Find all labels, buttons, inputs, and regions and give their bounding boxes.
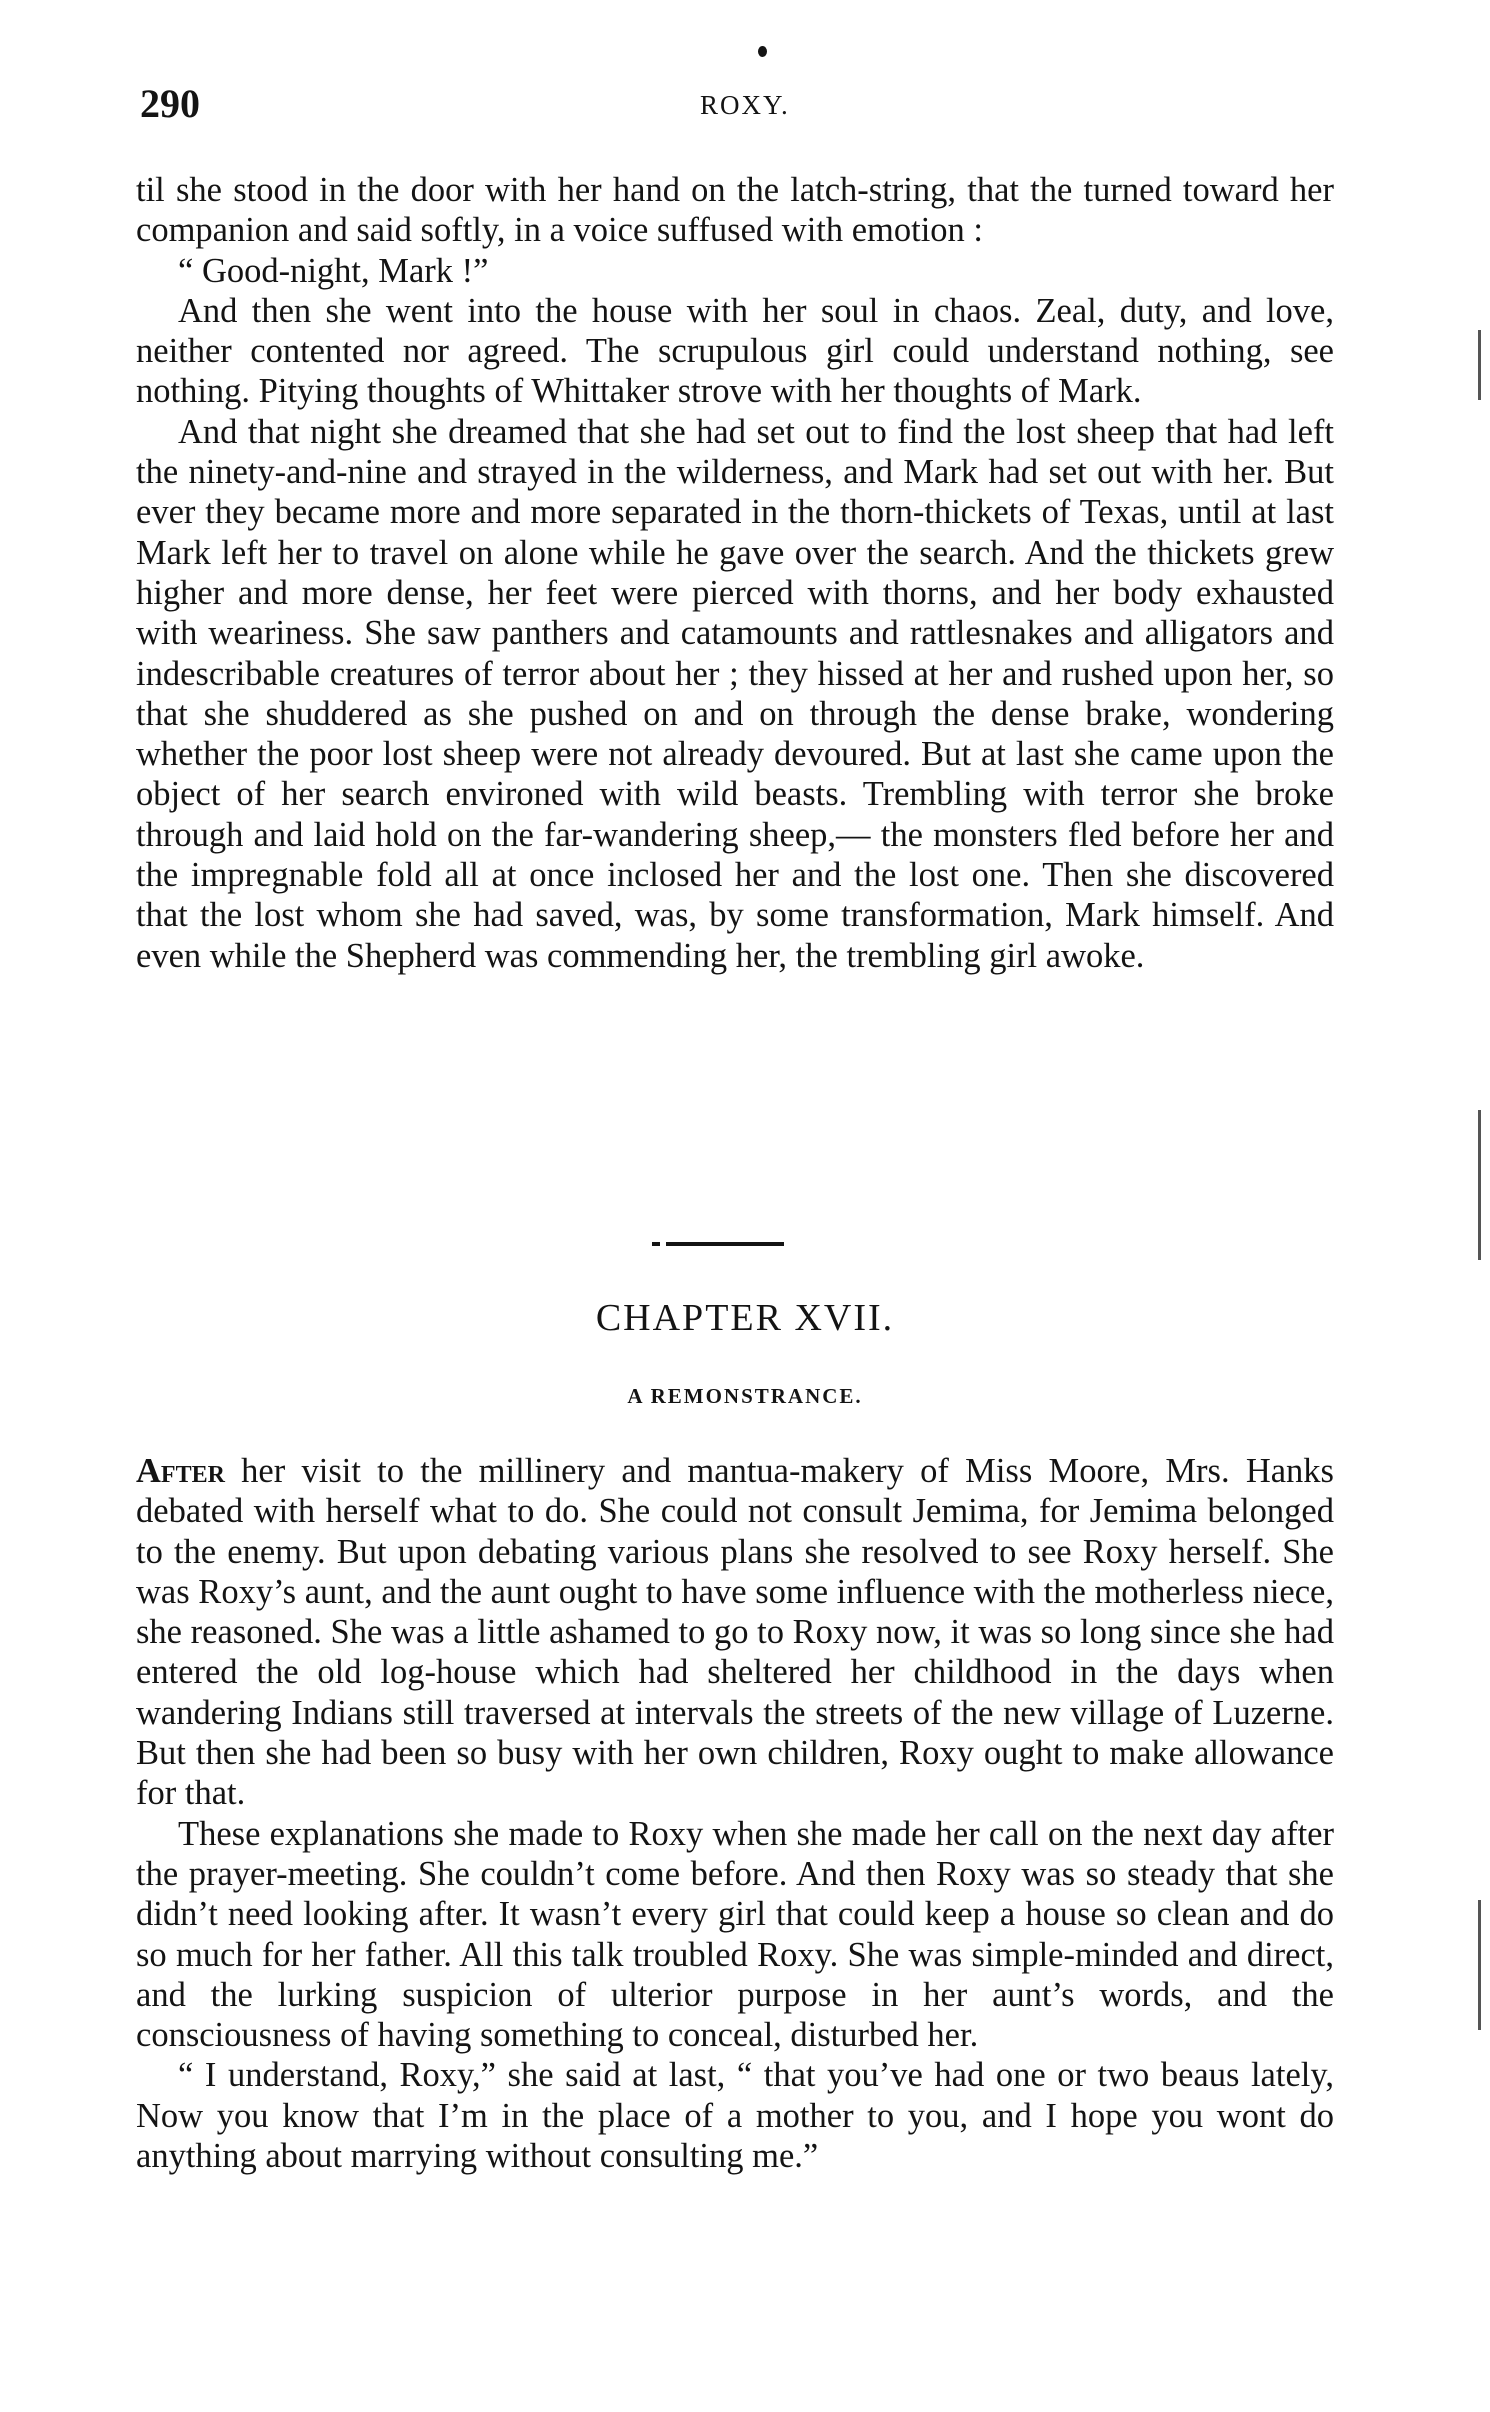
scan-edge-mark bbox=[1478, 330, 1481, 400]
text-section-top bbox=[136, 170, 1334, 976]
opening-rest: her visit to the millinery and mantua-makery of Miss Moore, Mrs. Hanks debated with herself what to do. She could not consult Jemima, for Jemima belonged to the enemy. But upon debating various plans she resolved to see Roxy herself. She was Roxy’s aunt, and the aunt ought to have some influence with the motherless niece, she reasoned. She was a little ashamed to go to Roxy now, it was so long since she had entered the old log-house which had sheltered her childhood in the days when wandering Indians still traversed at intervals the streets of the new village of Luzerne. But then she had been so busy with her own children, Roxy ought to make allowance for that. bbox=[136, 1452, 1334, 1813]
paragraph: These explanations she made to Roxy when she made her call on the next day after the prayer-meeting. She couldn’t come before. And then Roxy was so steady that she didn’t need looking after. It wasn’t every girl that could keep a house so clean and do so much for her father. All this talk troubled Roxy. She was simple-minded and direct, and the lurking suspicion of ulterior purpose in her aunt’s words, and the consciousness of having something to conceal, disturbed her. bbox=[136, 1814, 1334, 2055]
section-divider-dot bbox=[652, 1242, 660, 1246]
chapter-subtitle: A REMONSTRANCE. bbox=[627, 1384, 863, 1408]
paragraph-dialogue: “ Good-night, Mark !” bbox=[178, 251, 489, 290]
text-section-bottom bbox=[136, 1451, 1334, 2176]
scan-edge-mark bbox=[1478, 1900, 1481, 2030]
ink-speck bbox=[758, 46, 767, 57]
running-title: ROXY. bbox=[700, 90, 790, 120]
opening-word: After bbox=[136, 1452, 225, 1490]
scan-edge-mark bbox=[1478, 1110, 1481, 1260]
section-divider bbox=[666, 1242, 784, 1246]
page-number: 290 bbox=[140, 81, 200, 126]
paragraph-continuation: til she stood in the door with her hand on the latch-string, that the turned toward her companion and said softly, in a voice suffused with emotion : bbox=[136, 171, 1334, 250]
paragraph-dream: And that night she dreamed that she had set out to find the lost sheep that had left the ninety-and-nine and strayed in the wilderness, and Mark had set out with her. But ever they became more and more separated in the thorn-thickets of Texas, until at last Mark left her to travel on alone while he gave over the search. And the thickets grew higher and more dense, her feet were pierced with thorns, and her body exhausted with weariness. She saw panthers and catamounts and rattlesnakes and alligators and indescribable creatures of terror about her ; they hissed at her and rushed upon her, so that she shuddered as she pushed on and on through the dense brake, wondering whether the poor lost sheep were not already devoured. But at last she came upon the object of her search environed with wild beasts. Trembling with terror she broke through and laid hold on the far-wandering sheep,— the monsters fled before her and the impregnable fold all at once inclosed her and the lost one. Then she discovered that the lost whom she had saved, was, by some transformation, Mark himself. And even while the Shepherd was commending her, the trembling girl awoke. bbox=[136, 412, 1334, 975]
paragraph-dialogue: “ I understand, Roxy,” she said at last, “ that you’ve had one or two beaus lately, Now you know that I’m in the place of a mother to you, and I hope you wont do anything about marrying without consulting me.” bbox=[136, 2056, 1334, 2176]
chapter-title: CHAPTER XVII. bbox=[595, 1297, 895, 1339]
paragraph: And then she went into the house with her soul in chaos. Zeal, duty, and love, neither contented nor agreed. The scrupulous girl could understand nothing, see nothing. Pitying thoughts of Whittaker strove with her thoughts of Mark. bbox=[136, 291, 1334, 411]
running-head bbox=[140, 80, 1340, 130]
paragraph-opening bbox=[136, 1451, 1334, 1814]
